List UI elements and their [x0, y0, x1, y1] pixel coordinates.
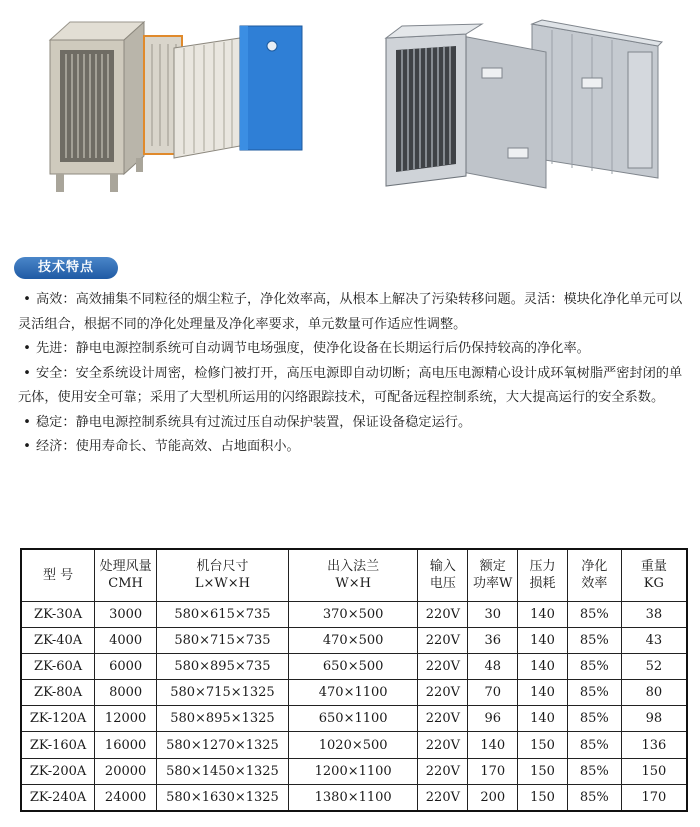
cell-dimensions: 580×715×1325: [157, 680, 289, 706]
spec-table-wrapper: [20, 548, 688, 812]
table-row: [21, 680, 687, 706]
product-photos: [0, 0, 700, 240]
cell-flange: 470×1100: [288, 680, 418, 706]
filter-modules-image: [382, 18, 664, 196]
feature-label: 先进：: [36, 341, 76, 356]
cell-flange: 1380×1100: [288, 784, 418, 810]
bullet-icon: •: [23, 341, 31, 356]
cell-power: 48: [468, 653, 518, 679]
cell-weight: 150: [621, 758, 687, 784]
cell-pressure-loss: 140: [518, 680, 568, 706]
table-row: [21, 732, 687, 758]
cell-weight: 98: [621, 706, 687, 732]
cell-power: 140: [468, 732, 518, 758]
feature-label: 安全：: [36, 365, 76, 381]
cell-power: 200: [468, 784, 518, 810]
cell-model: ZK-60A: [21, 653, 95, 679]
cell-voltage: 220V: [418, 784, 468, 810]
header-pressure-loss: [518, 549, 568, 601]
header-line: KG: [643, 576, 664, 592]
cell-model: ZK-30A: [21, 601, 95, 627]
cell-dimensions: 580×1270×1325: [157, 732, 289, 758]
header-airflow: [95, 549, 157, 601]
cell-airflow: 3000: [95, 601, 157, 627]
feature-item-stability: [18, 411, 688, 436]
cell-airflow: 4000: [95, 627, 157, 653]
feature-item-safety: [18, 362, 688, 411]
cell-power: 170: [468, 758, 518, 784]
cell-airflow: 24000: [95, 784, 157, 810]
cell-weight: 43: [621, 627, 687, 653]
cell-flange: 1020×500: [288, 732, 418, 758]
cell-efficiency: 85%: [567, 784, 621, 810]
cell-efficiency: 85%: [567, 627, 621, 653]
header-line: 输入: [429, 559, 456, 575]
cell-efficiency: 85%: [567, 706, 621, 732]
cell-model: ZK-160A: [21, 732, 95, 758]
feature-text: 高效捕集不同粒径的烟尘粒子，净化效率高，从根本上解决了污染转移问题。灵活：模块化净化单元可以灵活组合，根据不同的净化处理量及净化率要求，单元数量可作适应性调整。: [18, 292, 683, 332]
cell-voltage: 220V: [418, 706, 468, 732]
cell-voltage: 220V: [418, 653, 468, 679]
bullet-icon: •: [23, 292, 31, 307]
feature-label: 经济：: [36, 439, 76, 454]
cell-airflow: 16000: [95, 732, 157, 758]
header-voltage: [418, 549, 468, 601]
bullet-icon: •: [23, 414, 31, 430]
cell-airflow: 12000: [95, 706, 157, 732]
feature-text: 静电电源控制系统可自动调节电场强度，使净化设备在长期运行后仍保持较高的净化率。: [75, 341, 590, 356]
feature-label: 稳定：: [36, 414, 76, 430]
section-title-badge: 技术特点: [14, 257, 118, 279]
header-line: 净化: [581, 559, 608, 575]
cell-efficiency: 85%: [567, 680, 621, 706]
header-line: L×W×H: [194, 576, 251, 592]
feature-item-advanced: [18, 337, 688, 362]
header-line: 处理风量: [99, 559, 152, 575]
cell-dimensions: 580×895×735: [157, 653, 289, 679]
header-dimensions: [157, 549, 289, 601]
cell-model: ZK-80A: [21, 680, 95, 706]
header-weight: [621, 549, 687, 601]
feature-item-economy: [18, 435, 688, 460]
cell-power: 36: [468, 627, 518, 653]
cell-flange: 370×500: [288, 601, 418, 627]
cell-efficiency: 85%: [567, 601, 621, 627]
cell-flange: 1200×1100: [288, 758, 418, 784]
cell-airflow: 6000: [95, 653, 157, 679]
feature-text: 安全系统设计周密，检修门被打开，高压电源即自动切断；高电压电源精心设计成环氧树脂严密封闭的单元体，使用安全可靠；采用了大型机所运用的闪络跟踪技术，可配备远程控制系统，大大提高运行的安全系数。: [18, 365, 683, 405]
cell-efficiency: 85%: [567, 732, 621, 758]
cell-model: ZK-120A: [21, 706, 95, 732]
cell-model: ZK-240A: [21, 784, 95, 810]
feature-text: 使用寿命长、节能高效、占地面积小。: [75, 439, 300, 454]
cell-weight: 38: [621, 601, 687, 627]
cell-power: 70: [468, 680, 518, 706]
header-line: 压力: [529, 559, 556, 575]
purifier-cabinet-image: [44, 18, 309, 196]
table-row: [21, 758, 687, 784]
header-line: 重量: [640, 559, 667, 575]
cell-voltage: 220V: [418, 758, 468, 784]
cell-airflow: 8000: [95, 680, 157, 706]
cell-model: ZK-200A: [21, 758, 95, 784]
header-line: CMH: [108, 576, 143, 592]
table-row: [21, 784, 687, 810]
cell-flange: 650×500: [288, 653, 418, 679]
cell-pressure-loss: 140: [518, 706, 568, 732]
cell-weight: 136: [621, 732, 687, 758]
cell-voltage: 220V: [418, 680, 468, 706]
cell-efficiency: 85%: [567, 653, 621, 679]
cell-flange: 650×1100: [288, 706, 418, 732]
header-row: [21, 549, 687, 601]
bullet-icon: •: [23, 439, 31, 454]
header-line: 功率W: [473, 576, 513, 592]
cell-pressure-loss: 150: [518, 732, 568, 758]
cell-voltage: 220V: [418, 732, 468, 758]
table-row: [21, 627, 687, 653]
table-row: [21, 706, 687, 732]
cell-pressure-loss: 150: [518, 784, 568, 810]
header-line: 损耗: [529, 576, 556, 592]
header-line: 出入法兰: [327, 559, 380, 575]
cell-dimensions: 580×1630×1325: [157, 784, 289, 810]
cell-flange: 470×500: [288, 627, 418, 653]
bullet-icon: •: [23, 365, 31, 381]
header-line: W×H: [335, 576, 371, 592]
feature-item-efficiency: [18, 288, 688, 337]
header-efficiency: [567, 549, 621, 601]
table-row: [21, 653, 687, 679]
spec-table-body: [21, 601, 687, 811]
table-row: [21, 601, 687, 627]
cell-dimensions: 580×715×735: [157, 627, 289, 653]
cell-weight: 170: [621, 784, 687, 810]
header-flange: [288, 549, 418, 601]
cell-weight: 80: [621, 680, 687, 706]
cell-dimensions: 580×1450×1325: [157, 758, 289, 784]
cell-power: 30: [468, 601, 518, 627]
cell-pressure-loss: 140: [518, 601, 568, 627]
header-line: 额定: [479, 559, 506, 575]
cell-model: ZK-40A: [21, 627, 95, 653]
spec-table: [20, 548, 688, 812]
cell-airflow: 20000: [95, 758, 157, 784]
cell-weight: 52: [621, 653, 687, 679]
cell-efficiency: 85%: [567, 758, 621, 784]
cell-dimensions: 580×895×1325: [157, 706, 289, 732]
header-line: 电压: [429, 576, 456, 592]
header-line: 型 号: [43, 567, 74, 583]
cell-power: 96: [468, 706, 518, 732]
header-power: [468, 549, 518, 601]
feature-text: 静电电源控制系统具有过流过压自动保护装置，保证设备稳定运行。: [75, 414, 472, 430]
header-line: 机台尺寸: [196, 559, 249, 575]
features-list: [18, 288, 688, 460]
header-model: [21, 549, 95, 601]
cell-pressure-loss: 140: [518, 653, 568, 679]
spec-table-header: [21, 549, 687, 601]
cell-dimensions: 580×615×735: [157, 601, 289, 627]
cell-voltage: 220V: [418, 601, 468, 627]
cell-pressure-loss: 140: [518, 627, 568, 653]
cell-pressure-loss: 150: [518, 758, 568, 784]
feature-label: 高效：: [36, 292, 76, 307]
header-line: 效率: [581, 576, 608, 592]
cell-voltage: 220V: [418, 627, 468, 653]
